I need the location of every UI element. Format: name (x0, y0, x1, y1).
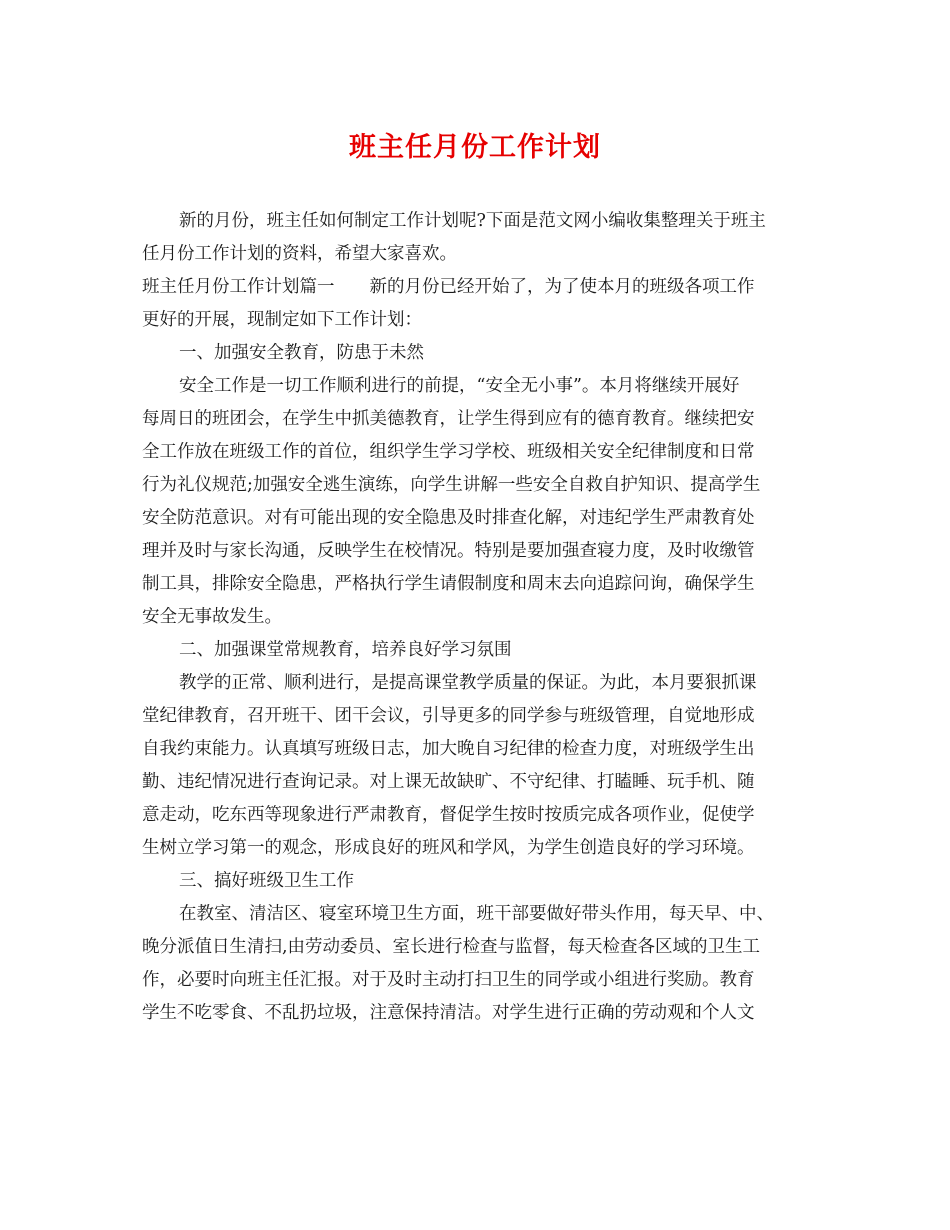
paragraph-line: 班主任月份工作计划篇一 新的月份已经开始了，为了使本月的班级各项工作 (142, 277, 755, 297)
document-title: 班主任月份工作计划 (349, 132, 601, 163)
paragraph-line: 作，必要时向班主任汇报。对于及时主动打扫卫生的同学或小组进行奖励。教育 (142, 970, 755, 990)
paragraph-line: 在教室、清洁区、寝室环境卫生方面，班干部要做好带头作用，每天早、中、 (179, 904, 774, 924)
paragraph-line: 制工具，排除安全隐患，严格执行学生请假制度和周末去向追踪问询，确保学生 (142, 574, 755, 594)
paragraph-line: 理并及时与家长沟通，反映学生在校情况。特别是要加强查寝力度，及时收缴管 (142, 541, 755, 561)
paragraph-line: 更好的开展，现制定如下工作计划： (142, 310, 422, 330)
paragraph-line: 自我约束能力。认真填写班级日志，加大晚自习纪律的检查力度，对班级学生出 (142, 739, 755, 759)
paragraph-line: 全工作放在班级工作的首位，组织学生学习学校、班级相关安全纪律制度和日常 (142, 442, 755, 462)
paragraph-line: 任月份工作计划的资料，希望大家喜欢。 (142, 244, 457, 264)
paragraph-line: 意走动，吃东西等现象进行严肃教育，督促学生按时按质完成各项作业，促使学 (142, 805, 755, 825)
paragraph-line: 安全防范意识。对有可能出现的安全隐患及时排查化解，对违纪学生严肃教育处 (142, 508, 755, 528)
paragraph-line: 每周日的班团会，在学生中抓美德教育，让学生得到应有的德育教育。继续把安 (142, 409, 755, 429)
paragraph-line: 教学的正常、顺利进行，是提高课堂教学质量的保证。为此，本月要狠抓课 (179, 673, 757, 693)
paragraph-line: 生树立学习第一的观念，形成良好的班风和学风，为学生创造良好的学习环境。 (142, 838, 755, 858)
section-heading: 一、加强安全教育，防患于未然 (179, 343, 424, 363)
paragraph-line: 行为礼仪规范;加强安全逃生演练，向学生讲解一些安全自救自护知识、提高学生 (142, 475, 761, 495)
paragraph-line: 晚分派值日生清扫,由劳动委员、室长进行检查与监督，每天检查各区域的卫生工 (142, 937, 761, 957)
section-heading: 三、搞好班级卫生工作 (179, 871, 354, 891)
paragraph-line: 安全无事故发生。 (142, 607, 282, 627)
paragraph-line: 堂纪律教育，召开班干、团干会议，引导更多的同学参与班级管理，自觉地形成 (142, 706, 755, 726)
paragraph-line: 学生不吃零食、不乱扔垃圾，注意保持清洁。对学生进行正确的劳动观和个人文 (142, 1003, 755, 1023)
paragraph-line: 安全工作是一切工作顺利进行的前提，“安全无小事”。本月将继续开展好 (179, 376, 740, 396)
document-body (142, 205, 802, 1030)
section-heading: 二、加强课堂常规教育，培养良好学习氛围 (179, 640, 512, 660)
paragraph-line: 勤、违纪情况进行查询记录。对上课无故缺旷、不守纪律、打瞌睡、玩手机、随 (142, 772, 755, 792)
paragraph-line: 新的月份，班主任如何制定工作计划呢?下面是范文网小编收集整理关于班主 (179, 211, 766, 231)
